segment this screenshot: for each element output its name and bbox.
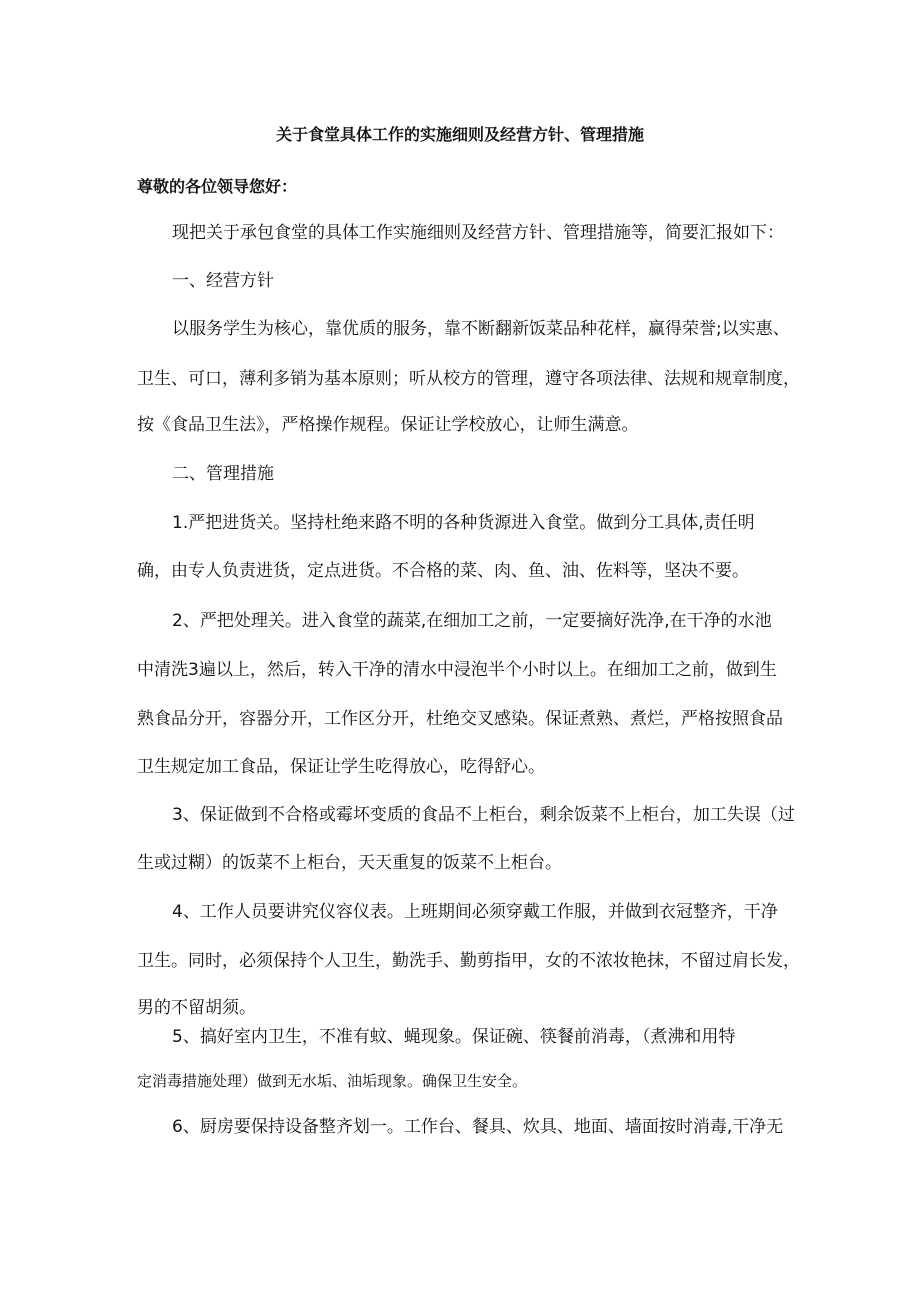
item-2-line: 中清洗3遍以上，然后，转入干净的清水中浸泡半个小时以上。在细加工之前，做到生 <box>137 660 777 680</box>
item-2-line: 熟食品分开，容器分开，工作区分开，杜绝交叉感染。保证煮熟、煮烂，严格按照食品 <box>137 709 783 729</box>
section-1-line: 卫生、可口，薄利多销为基本原则；听从校方的管理，遵守各项法律、法规和规章制度， <box>137 369 800 389</box>
intro-paragraph: 现把关于承包食堂的具体工作实施细则及经营方针、管理措施等，简要汇报如下： <box>172 223 784 243</box>
item-4-line: 男的不留胡须。 <box>137 998 256 1018</box>
item-1-line: 确，由专人负责进货，定点进货。不合格的菜、肉、鱼、油、佐料等，坚决不要。 <box>137 561 749 581</box>
item-6-line: 6、厨房要保持设备整齐划一。工作台、餐具、炊具、地面、墙面按时消毒,干净无 <box>172 1117 784 1137</box>
section-2-heading: 二、管理措施 <box>172 464 274 484</box>
item-2-line: 卫生规定加工食品，保证让学生吃得放心，吃得舒心。 <box>137 757 545 777</box>
item-4-line: 卫生。同时，必须保持个人卫生，勤洗手、勤剪指甲，女的不浓妆艳抹，不留过肩长发， <box>137 951 800 971</box>
item-5-line: 定消毒措施处理）做到无水垢、油垢现象。确保卫生安全。 <box>137 1072 528 1090</box>
section-1-line: 以服务学生为核心，靠优质的服务，靠不断翻新饭菜品种花样，赢得荣誉;以实惠、 <box>172 319 790 339</box>
section-1-line: 按《食品卫生法》，严格操作规程。保证让学校放心，让师生满意。 <box>137 415 639 435</box>
item-3-line: 3、保证做到不合格或霉坏变质的食品不上柜台，剩余饭菜不上柜台，加工失误（过 <box>172 805 795 825</box>
item-3-line: 生或过糊）的饭菜不上柜台，天天重复的饭菜不上柜台。 <box>137 853 562 873</box>
item-5-line: 5、搞好室内卫生，不准有蚊、蝇现象。保证碗、筷餐前消毒，（煮沸和用特 <box>172 1027 736 1047</box>
section-1-heading: 一、经营方针 <box>172 271 274 291</box>
item-4-line: 4、工作人员要讲究仪容仪表。上班期间必须穿戴工作服，并做到衣冠整齐，干净 <box>172 902 778 922</box>
item-1-line: 1.严把进货关。坚持杜绝来路不明的各种货源进入食堂。做到分工具体,责任明 <box>172 513 755 533</box>
document-title: 关于食堂具体工作的实施细则及经营方针、管理措施 <box>275 125 644 144</box>
greeting: 尊敬的各位领导您好： <box>137 177 298 196</box>
item-2-line: 2、严把处理关。进入食堂的蔬菜,在细加工之前，一定要摘好洗净,在干净的水池 <box>172 611 772 631</box>
